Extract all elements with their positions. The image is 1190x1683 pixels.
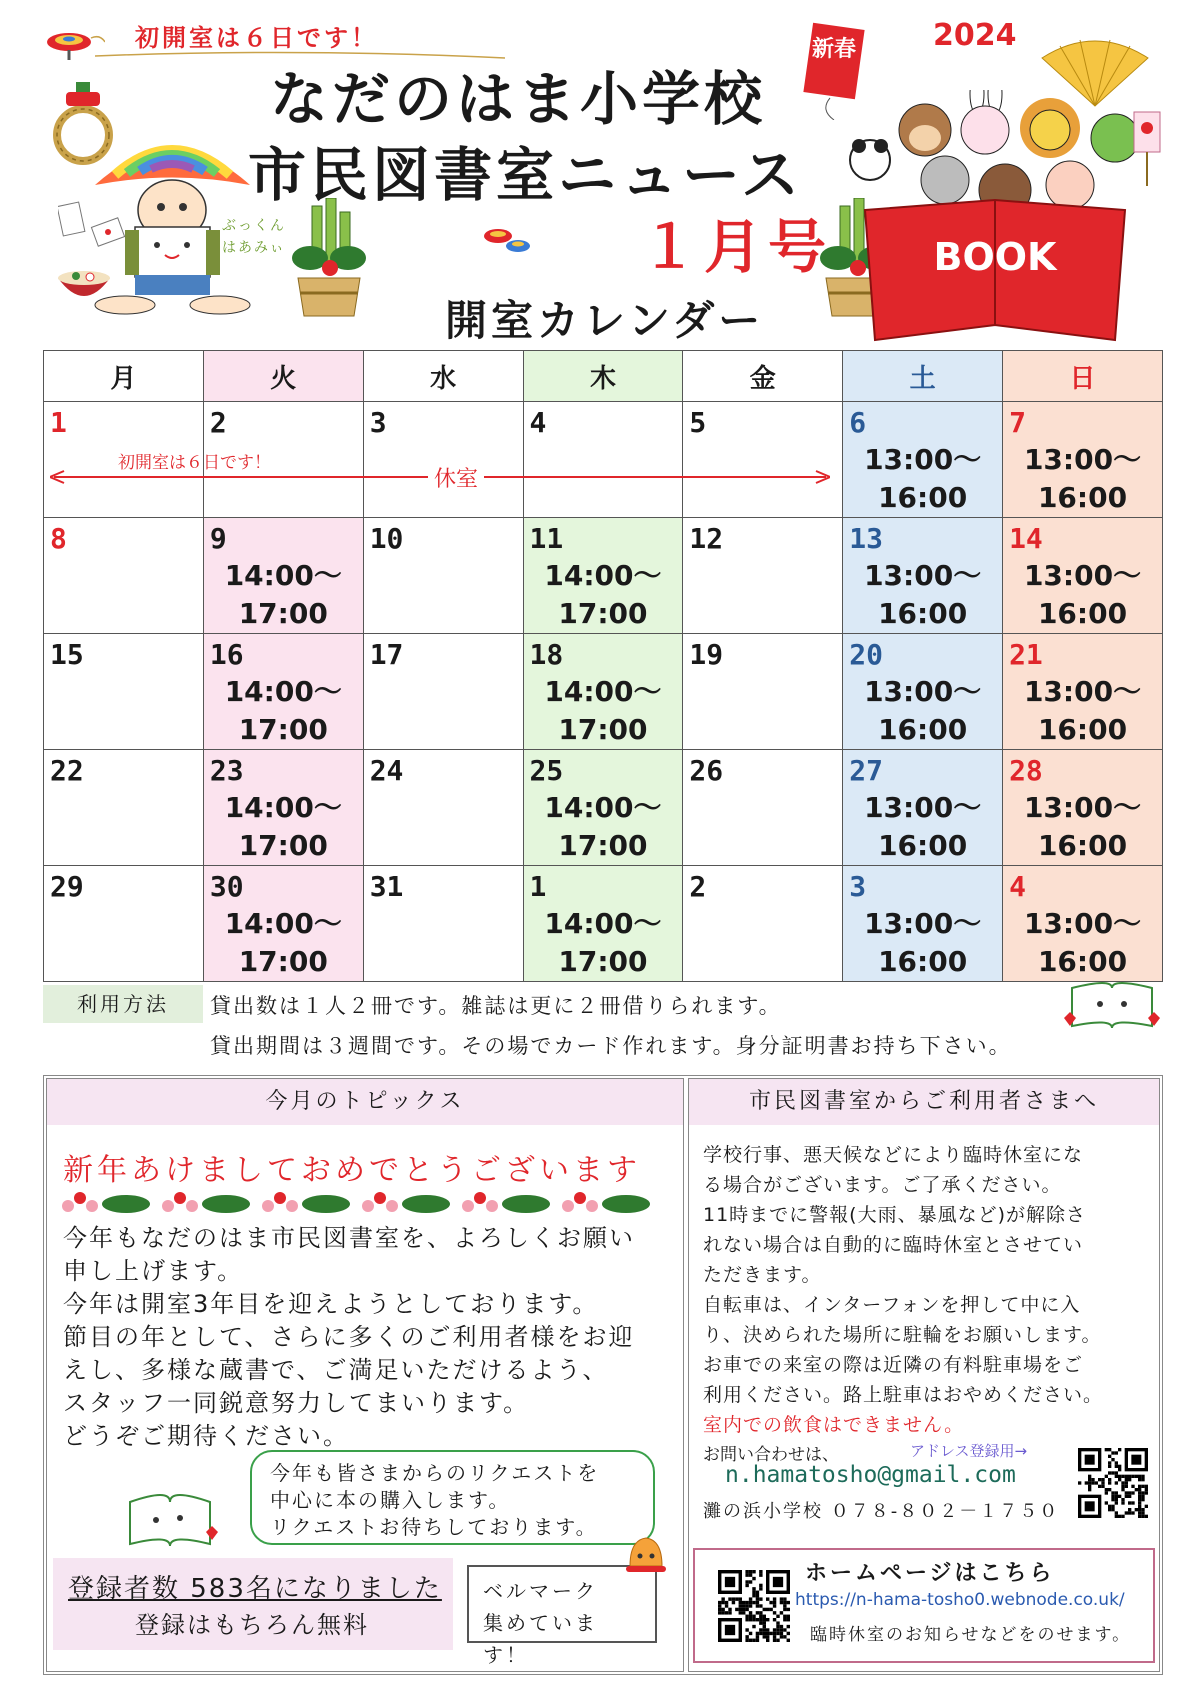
opening-hours bbox=[204, 789, 363, 865]
calendar-day-cell bbox=[203, 518, 363, 634]
topics-line: えし、多様な蔵書で、ご満足いただけるよう、 bbox=[63, 1356, 609, 1384]
opening-hours bbox=[843, 673, 1002, 749]
day-number: 11 bbox=[529, 522, 564, 555]
topics-body bbox=[63, 1222, 683, 1453]
open-time: 13:00〜 bbox=[1023, 907, 1142, 940]
newsletter-title: 市民図書室ニュース bbox=[248, 141, 804, 209]
calendar-day-cell bbox=[203, 634, 363, 750]
registered-count: 登録者数 583名になりました bbox=[68, 1574, 442, 1604]
bellmark-line: ベルマーク bbox=[483, 1579, 598, 1603]
open-time: 14:00〜 bbox=[544, 907, 662, 940]
day-number: 29 bbox=[50, 870, 84, 903]
topics-line: 申し上げます。 bbox=[63, 1257, 244, 1285]
close-time: 17:00 bbox=[558, 597, 648, 630]
close-time: 17:00 bbox=[558, 829, 648, 862]
address-register-note: アドレス登録用→ bbox=[910, 1442, 1028, 1460]
notice-line: 利用ください。路上駐車はおやめください。 bbox=[703, 1384, 1104, 1406]
day-number: 14 bbox=[1009, 522, 1043, 555]
year-label: 2024 bbox=[933, 18, 1017, 53]
calendar-week-row bbox=[44, 750, 1163, 866]
calendar-day-cell bbox=[363, 866, 523, 982]
open-time: 13:00〜 bbox=[864, 559, 982, 592]
calendar-day-cell bbox=[44, 518, 204, 634]
open-time: 13:00〜 bbox=[1023, 443, 1142, 476]
open-time: 14:00〜 bbox=[544, 559, 662, 592]
opening-hours bbox=[1003, 557, 1162, 633]
calendar-day-cell bbox=[1003, 866, 1163, 982]
close-time: 16:00 bbox=[1037, 597, 1128, 630]
opening-hours bbox=[843, 789, 1002, 865]
day-number: 19 bbox=[689, 638, 724, 671]
notice-line: り、決められた場所に駐輪をお願いします。 bbox=[703, 1324, 1102, 1346]
opening-hours bbox=[524, 905, 683, 981]
calendar-day-cell bbox=[203, 750, 363, 866]
calendar-day-cell bbox=[843, 866, 1003, 982]
day-number: 12 bbox=[689, 522, 724, 555]
topics-line: どうぞご期待ください。 bbox=[63, 1422, 349, 1450]
spinning-top-icon-2 bbox=[482, 222, 532, 262]
weekday-fri: 金 bbox=[683, 351, 843, 402]
open-time: 13:00〜 bbox=[1023, 791, 1142, 824]
weekday-tue: 火 bbox=[203, 351, 363, 402]
homepage-note: 臨時休室のお知らせなどをのせます。 bbox=[810, 1625, 1132, 1645]
book-character-icon bbox=[1062, 978, 1162, 1034]
calendar-day-cell bbox=[44, 750, 204, 866]
calendar-day-cell bbox=[683, 518, 843, 634]
close-time: 16:00 bbox=[1037, 945, 1128, 978]
day-number: 15 bbox=[50, 638, 84, 671]
close-time: 17:00 bbox=[238, 713, 328, 746]
new-year-greeting: 新年あけましておめでとうございます bbox=[63, 1153, 641, 1188]
opening-hours bbox=[843, 905, 1002, 981]
plum-pine-icon bbox=[462, 1192, 550, 1213]
open-time: 13:00〜 bbox=[1023, 675, 1142, 708]
calendar-day-cell bbox=[843, 750, 1003, 866]
day-number: 20 bbox=[849, 638, 883, 671]
day-number: 23 bbox=[209, 754, 244, 787]
opening-hours bbox=[524, 557, 683, 633]
calendar-day-cell bbox=[683, 634, 843, 750]
svg-text:BOOK: BOOK bbox=[933, 235, 1057, 279]
close-time: 16:00 bbox=[878, 829, 968, 862]
hamaya-charm-icon bbox=[1128, 108, 1168, 188]
plum-pine-icon bbox=[62, 1192, 150, 1213]
plum-pine-decoration-row bbox=[60, 1188, 670, 1216]
day-number: 30 bbox=[209, 870, 244, 903]
school-title: なだのはま小学校 bbox=[270, 65, 767, 133]
mascot-caption: ぶっくん はあみぃ bbox=[222, 218, 286, 256]
calendar-day-cell bbox=[843, 518, 1003, 634]
homepage-title: ホームページはこちら bbox=[805, 1561, 1055, 1586]
homepage-url[interactable]: https://n-hama-tosho0.webnode.co.uk/ bbox=[795, 1590, 1125, 1610]
first-open-note: 初開室は６日です！ bbox=[135, 24, 378, 52]
open-time: 13:00〜 bbox=[864, 675, 982, 708]
opening-hours bbox=[1003, 673, 1162, 749]
close-time: 16:00 bbox=[878, 597, 968, 630]
topics-line: 今年は開室3年目を迎えようとしております。 bbox=[63, 1290, 599, 1318]
calendar-day-cell bbox=[363, 750, 523, 866]
calendar-table bbox=[43, 350, 1163, 982]
notice-heading: 市民図書室からご利用者さまへ bbox=[689, 1079, 1159, 1125]
close-time: 17:00 bbox=[558, 945, 648, 978]
topics-line: 節目の年として、さらに多くのご利用者様をお迎 bbox=[63, 1323, 635, 1351]
weekday-sat: 土 bbox=[843, 351, 1003, 402]
topics-line: スタッフ一同鋭意努力してまいります。 bbox=[63, 1389, 530, 1417]
calendar-day-cell bbox=[523, 634, 683, 750]
open-time: 14:00〜 bbox=[224, 559, 342, 592]
day-number: 2 bbox=[689, 870, 707, 903]
open-time: 14:00〜 bbox=[224, 907, 342, 940]
day-number: 1 bbox=[529, 870, 547, 903]
calendar-day-cell bbox=[523, 750, 683, 866]
closed-label: 休室 bbox=[428, 462, 484, 493]
close-time: 16:00 bbox=[878, 481, 968, 514]
weekday-thu: 木 bbox=[523, 351, 683, 402]
calendar-day-cell bbox=[363, 402, 523, 518]
day-number: 24 bbox=[369, 754, 404, 787]
day-number: 1 bbox=[50, 406, 67, 439]
opening-hours bbox=[843, 557, 1002, 633]
day-number: 28 bbox=[1009, 754, 1043, 787]
opening-hours bbox=[1003, 789, 1162, 865]
day-number: 22 bbox=[50, 754, 84, 787]
open-time: 13:00〜 bbox=[864, 907, 982, 940]
close-time: 17:00 bbox=[558, 713, 648, 746]
open-time: 13:00〜 bbox=[864, 791, 982, 824]
day-number: 17 bbox=[369, 638, 404, 671]
open-time: 14:00〜 bbox=[544, 675, 662, 708]
day-number: 4 bbox=[529, 406, 547, 439]
notice-line: れない場合は自動的に臨時休室とさせてい bbox=[703, 1234, 1084, 1256]
calendar-day-cell bbox=[523, 518, 683, 634]
calendar-day-cell bbox=[683, 866, 843, 982]
weekday-header-row bbox=[44, 351, 1163, 402]
usage-line-1: 貸出数は１人２冊です。雑誌は更に２冊借りられます。 bbox=[210, 994, 782, 1018]
usage-line-2: 貸出期間は３週間です。その場でカード作れます。身分証明書お持ち下さい。 bbox=[210, 1034, 1012, 1058]
weekday-sun: 日 bbox=[1003, 351, 1163, 402]
calendar-week-row bbox=[44, 518, 1163, 634]
book-character-icon-2 bbox=[120, 1488, 220, 1554]
opening-hours bbox=[1003, 905, 1162, 981]
calendar-day-cell bbox=[1003, 518, 1163, 634]
calendar-day-cell bbox=[1003, 402, 1163, 518]
day-number: 9 bbox=[209, 522, 227, 555]
weekday-wed: 水 bbox=[363, 351, 523, 402]
open-time: 13:00〜 bbox=[1023, 559, 1142, 592]
calendar-week-row bbox=[44, 866, 1163, 982]
calendar-day-cell bbox=[363, 518, 523, 634]
day-number: 10 bbox=[369, 522, 404, 555]
bell-character-icon bbox=[620, 1532, 668, 1580]
opening-hours bbox=[204, 557, 363, 633]
day-number: 6 bbox=[849, 406, 867, 439]
weekday-mon: 月 bbox=[44, 351, 204, 402]
day-number: 13 bbox=[849, 522, 883, 555]
calendar-day-cell bbox=[1003, 634, 1163, 750]
plum-pine-icon bbox=[362, 1192, 450, 1213]
open-time: 14:00〜 bbox=[224, 675, 342, 708]
day-number: 16 bbox=[209, 638, 244, 671]
day-number: 7 bbox=[1009, 406, 1026, 439]
calendar-day-cell bbox=[44, 866, 204, 982]
calendar-day-cell bbox=[683, 402, 843, 518]
bubble-line: リクエストお待ちしております。 bbox=[270, 1515, 598, 1539]
inquiry-label: お問い合わせは、 bbox=[703, 1445, 839, 1465]
kadomatsu-left-icon bbox=[290, 198, 368, 318]
day-number: 27 bbox=[849, 754, 883, 787]
day-number: 3 bbox=[849, 870, 867, 903]
day-number: 26 bbox=[689, 754, 724, 787]
registration-free: 登録はもちろん無料 bbox=[135, 1611, 369, 1639]
animals-reading-book-illustration bbox=[845, 90, 1155, 350]
notice-line: 学校行事、悪天候などにより臨時休室にな bbox=[703, 1144, 1084, 1166]
notice-line: る場合がございます。ご了承ください。 bbox=[703, 1174, 1062, 1196]
closed-note: 初開室は６日です！ bbox=[118, 453, 271, 473]
day-number: 4 bbox=[1009, 870, 1026, 903]
opening-hours bbox=[524, 673, 683, 749]
new-year-card-icon bbox=[58, 198, 128, 268]
day-number: 2 bbox=[209, 406, 227, 439]
close-time: 16:00 bbox=[1037, 713, 1128, 746]
contact-phone: 灘の浜小学校 ０７８-８０２－１７５０ bbox=[703, 1501, 1060, 1522]
calendar-day-cell bbox=[1003, 750, 1163, 866]
close-time: 16:00 bbox=[1037, 481, 1128, 514]
day-number: 31 bbox=[369, 870, 404, 903]
topics-line: 今年もなだのはま市民図書室を、よろしくお願い bbox=[63, 1224, 635, 1252]
svg-text:新春: 新春 bbox=[811, 37, 857, 62]
close-time: 16:00 bbox=[1037, 829, 1128, 862]
day-number: 5 bbox=[689, 406, 707, 439]
open-time: 14:00〜 bbox=[544, 791, 662, 824]
calendar-day-cell bbox=[843, 634, 1003, 750]
notice-line: 自転車は、インターフォンを押して中に入 bbox=[703, 1294, 1081, 1316]
bellmark-line: 集めています！ bbox=[483, 1611, 598, 1667]
request-speech-bubble bbox=[250, 1450, 655, 1545]
day-number: 18 bbox=[529, 638, 564, 671]
bubble-line: 中心に本の購入します。 bbox=[270, 1488, 511, 1512]
homepage-qr-code[interactable] bbox=[718, 1570, 790, 1642]
notice-line: ただきます。 bbox=[703, 1264, 822, 1286]
topics-heading: 今月のトピックス bbox=[47, 1079, 683, 1125]
close-time: 17:00 bbox=[238, 597, 328, 630]
notice-body bbox=[703, 1140, 1153, 1440]
calendar-day-cell bbox=[44, 634, 204, 750]
opening-hours bbox=[1003, 441, 1162, 517]
calendar-week-row bbox=[44, 634, 1163, 750]
calendar-day-cell bbox=[683, 750, 843, 866]
opening-hours bbox=[843, 441, 1002, 517]
notice-line: お車での来室の際は近隣の有料駐車場をご bbox=[703, 1354, 1084, 1376]
plum-pine-icon bbox=[162, 1192, 250, 1213]
usage-label: 利用方法 bbox=[43, 985, 203, 1023]
no-food-notice: 室内での飲食はできません。 bbox=[703, 1414, 965, 1436]
opening-hours bbox=[204, 673, 363, 749]
ozoni-bowl-icon bbox=[56, 262, 112, 308]
close-time: 17:00 bbox=[238, 945, 328, 978]
calendar-day-cell bbox=[363, 634, 523, 750]
open-time: 14:00〜 bbox=[224, 791, 342, 824]
day-number: 8 bbox=[50, 522, 67, 555]
plum-pine-icon bbox=[562, 1192, 650, 1213]
opening-hours bbox=[204, 905, 363, 981]
bubble-line: 今年も皆さまからのリクエストを bbox=[270, 1461, 600, 1485]
open-time: 13:00〜 bbox=[864, 443, 982, 476]
close-time: 16:00 bbox=[878, 713, 968, 746]
notice-line: 11時までに警報(大雨、暴風など)が解除さ bbox=[703, 1204, 1087, 1226]
day-number: 3 bbox=[369, 406, 387, 439]
day-number: 25 bbox=[529, 754, 564, 787]
calendar-day-cell bbox=[203, 866, 363, 982]
issue-label: １月号 bbox=[640, 213, 833, 281]
contact-email[interactable]: n.hamatosho@gmail.com bbox=[725, 1462, 1016, 1488]
calendar-day-cell bbox=[523, 402, 683, 518]
calendar-title: 開室カレンダー bbox=[445, 296, 765, 345]
close-time: 16:00 bbox=[878, 945, 968, 978]
close-time: 17:00 bbox=[238, 829, 328, 862]
plum-pine-icon bbox=[262, 1192, 350, 1213]
calendar-day-cell bbox=[843, 402, 1003, 518]
email-qr-code[interactable] bbox=[1078, 1448, 1148, 1518]
day-number: 21 bbox=[1009, 638, 1043, 671]
opening-hours bbox=[524, 789, 683, 865]
calendar-day-cell bbox=[523, 866, 683, 982]
